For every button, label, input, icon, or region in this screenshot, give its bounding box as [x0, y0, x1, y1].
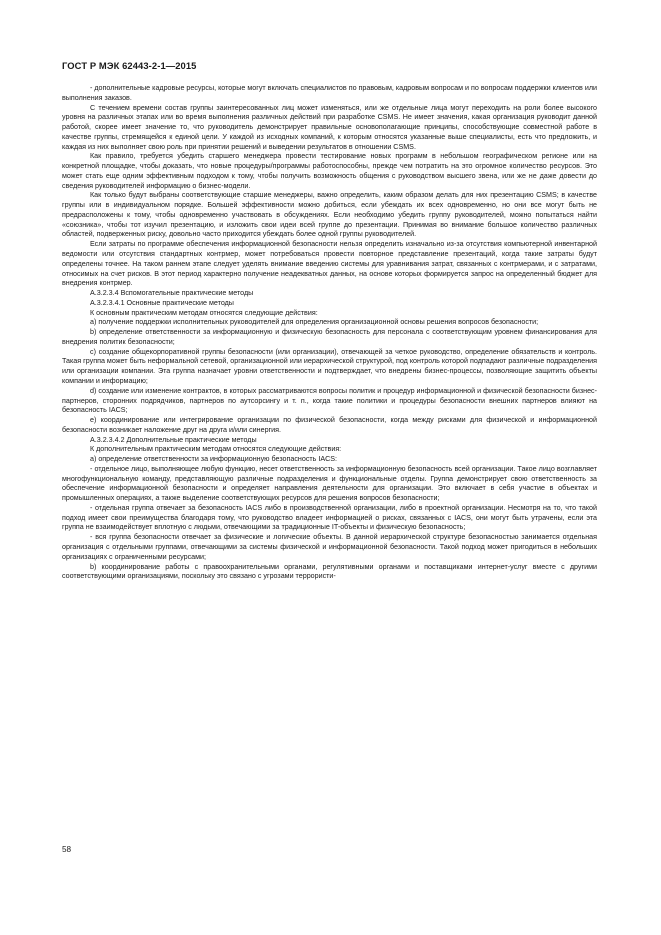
paragraph: - отдельная группа отвечает за безопасность IACS либо в производственной организации, либо в проектной организации. Несмотря на то, что такой подход имеет свои преимущества благодаря тому, что руководство владеет информацией о рисках, связанных с IACS, они могут быть утрачены, если эта группа не взаимодействует вплотную с людьми, отвечающими за традиционные IT-объекты и физическую безопасность; [62, 503, 597, 532]
paragraph: А.3.2.3.4 Вспомогательные практические методы [90, 289, 254, 298]
paragraph: - отдельное лицо, выполняющее любую функцию, несет ответственность за информационную безопасность всей организации. Такое лицо возглавляет многофункциональную команду, представляющую различные подразделения и функциональные отделы. Группа демонстрирует свою ответственность за обеспечение информационной безопасности и определяет направления деятельности для организации. Это включает в себя участие в объектах и промышленных операциях, а также выделение соответствующих ресурсов для решения вопросов безопасности; [62, 464, 597, 503]
paragraph: а) получение поддержки исполнительных руководителей для определения организационной основы решения вопросов безопасности; [90, 318, 539, 327]
paragraph: Как только будут выбраны соответствующие старшие менеджеры, важно определить, каким образом делать для них презентацию CSMS; в качестве группы или в индивидуальном порядке. Большей эффективности можно добиться, если убеждать их всех одновременно, но они все могут быть не предрасположены к тому, чтобы одновременно участвовать в обсуждениях. Если необходимо убедить группу руководителей, можно попытаться найти «союзника», чтобы тот изучил презентацию, и изложить свои идеи всей группе до презентации. Принимая во внимание большое количество различных областей, подверженных риску, довольно часто приходится убеждать более одной группы руководителей. [62, 191, 597, 239]
paragraph: Как правило, требуется убедить старшего менеджера провести тестирование новых программ в небольшом географическом регионе или на конкретной площадке, чтобы доказать, что новые процедуры/программы работоспособны, прежде чем потратить на это огромное количество ресурсов. Это может стать еще одним эффективным подходом к тому, чтобы получить возможность общения с руководством высшего звена, или же не даже довести до сведения руководителей информацию о бизнес-модели. [62, 152, 597, 190]
paragraph: - дополнительные кадровые ресурсы, которые могут включать специалистов по правовым, кадровым вопросам и по вопросам поддержки клиентов или выполнения заказов. [62, 84, 597, 102]
paragraph: К основным практическим методам относятся следующие действия: [90, 308, 318, 317]
paragraph: - вся группа безопасности отвечает за физические и логические объекты. В данной иерархической структуре безопасностью занимается отдельная организация с отдельными группами, отвечающими за системы физической и информационной безопасности. Такой подход может пригодиться в небольших организациях с ограниченными ресурсами; [62, 533, 597, 561]
paragraph: А.3.2.3.4.1 Основные практические методы [90, 298, 234, 307]
paragraph: с) создание общекорпоративной группы безопасности (или организации), отвечающей за четкое руководство, определение обязательств и контроль. Такая группа может быть неформальной сетевой, организационной или иерархической структурой, под контроль которой подпадают различные подразделения или организации компании. Эта группа назначает уровни ответственности и подтверждает, что внедрены бизнес-процессы, позволяющие защитить объекты компании и информацию; [62, 347, 597, 385]
paragraph: е) координирование или интегрирование организации по физической безопасности, когда между рисками для физической и информационной безопасности возникает наложение друг на друга и/или синергия. [62, 416, 597, 434]
paragraph: b) определение ответственности за информационную и физическую безопасность для персонала с соответствующим уровнем финансирования для внедрения политик безопасности; [62, 328, 597, 346]
paragraph: Если затраты по программе обеспечения информационной безопасности нельзя определить изначально из-за отсутствия компьютерной инвентарной ведомости или отсутствия стандартных контрмер, может потребоваться провести повторное представление презентаций, когда такие затраты будут определены точнее. На таком раннем этапе следует уделять внимание введению системы для уравнивания затрат, связанных с контрмерами, и с затратами, относимых на счет рисков. В этот период характерно получение неадекватных данных, на основе которых формируется запрос на определенный бюджет для внедрения контрмер. [62, 240, 597, 288]
page-number: 58 [62, 845, 72, 854]
paragraph: А.3.2.3.4.2 Дополнительные практические методы [90, 435, 257, 444]
paragraph: С течением времени состав группы заинтересованных лиц может изменяться, или же отдельные лица могут переходить на роли более высокого уровня на различных этапах или во время выполнения различных действий при разработке CSMS. Не имеет значения, какая организация руководит данной работой, скорее имеет значение то, что руководитель демонстрирует правильные основополагающие принципы, способствующие совместной работе в качестве группы, стремящейся к единой цели. У каждой из исходных компаний, к которым относятся указанные выше специалисты, есть что предложить, и каждая из них выполняет свою роль при принятии решений и выведении результатов в отношении CSMS. [62, 103, 597, 151]
paragraph: b) координирование работы с правоохранительными органами, регулятивными органами и поставщиками интернет-услуг вместе с другими соответствующими организациями, поскольку это связано с угрозами террористи- [62, 562, 597, 581]
paragraph: а) определение ответственности за информационную безопасность IACS: [90, 455, 338, 464]
paragraph: К дополнительным практическим методам относятся следующие действия: [90, 445, 342, 454]
paragraph: d) создание или изменение контрактов, в которых рассматриваются вопросы политик и процедур информационной и физической безопасности бизнес-партнеров, сторонних подрядчиков, партнеров по аутсорсингу и т. п., когда такие политики и процедуры безопасности внешних партнеров влияют на безопасность IACS; [62, 386, 597, 415]
document-header: ГОСТ Р МЭК 62443-2-1—2015 [62, 60, 197, 71]
body-text [62, 84, 597, 582]
